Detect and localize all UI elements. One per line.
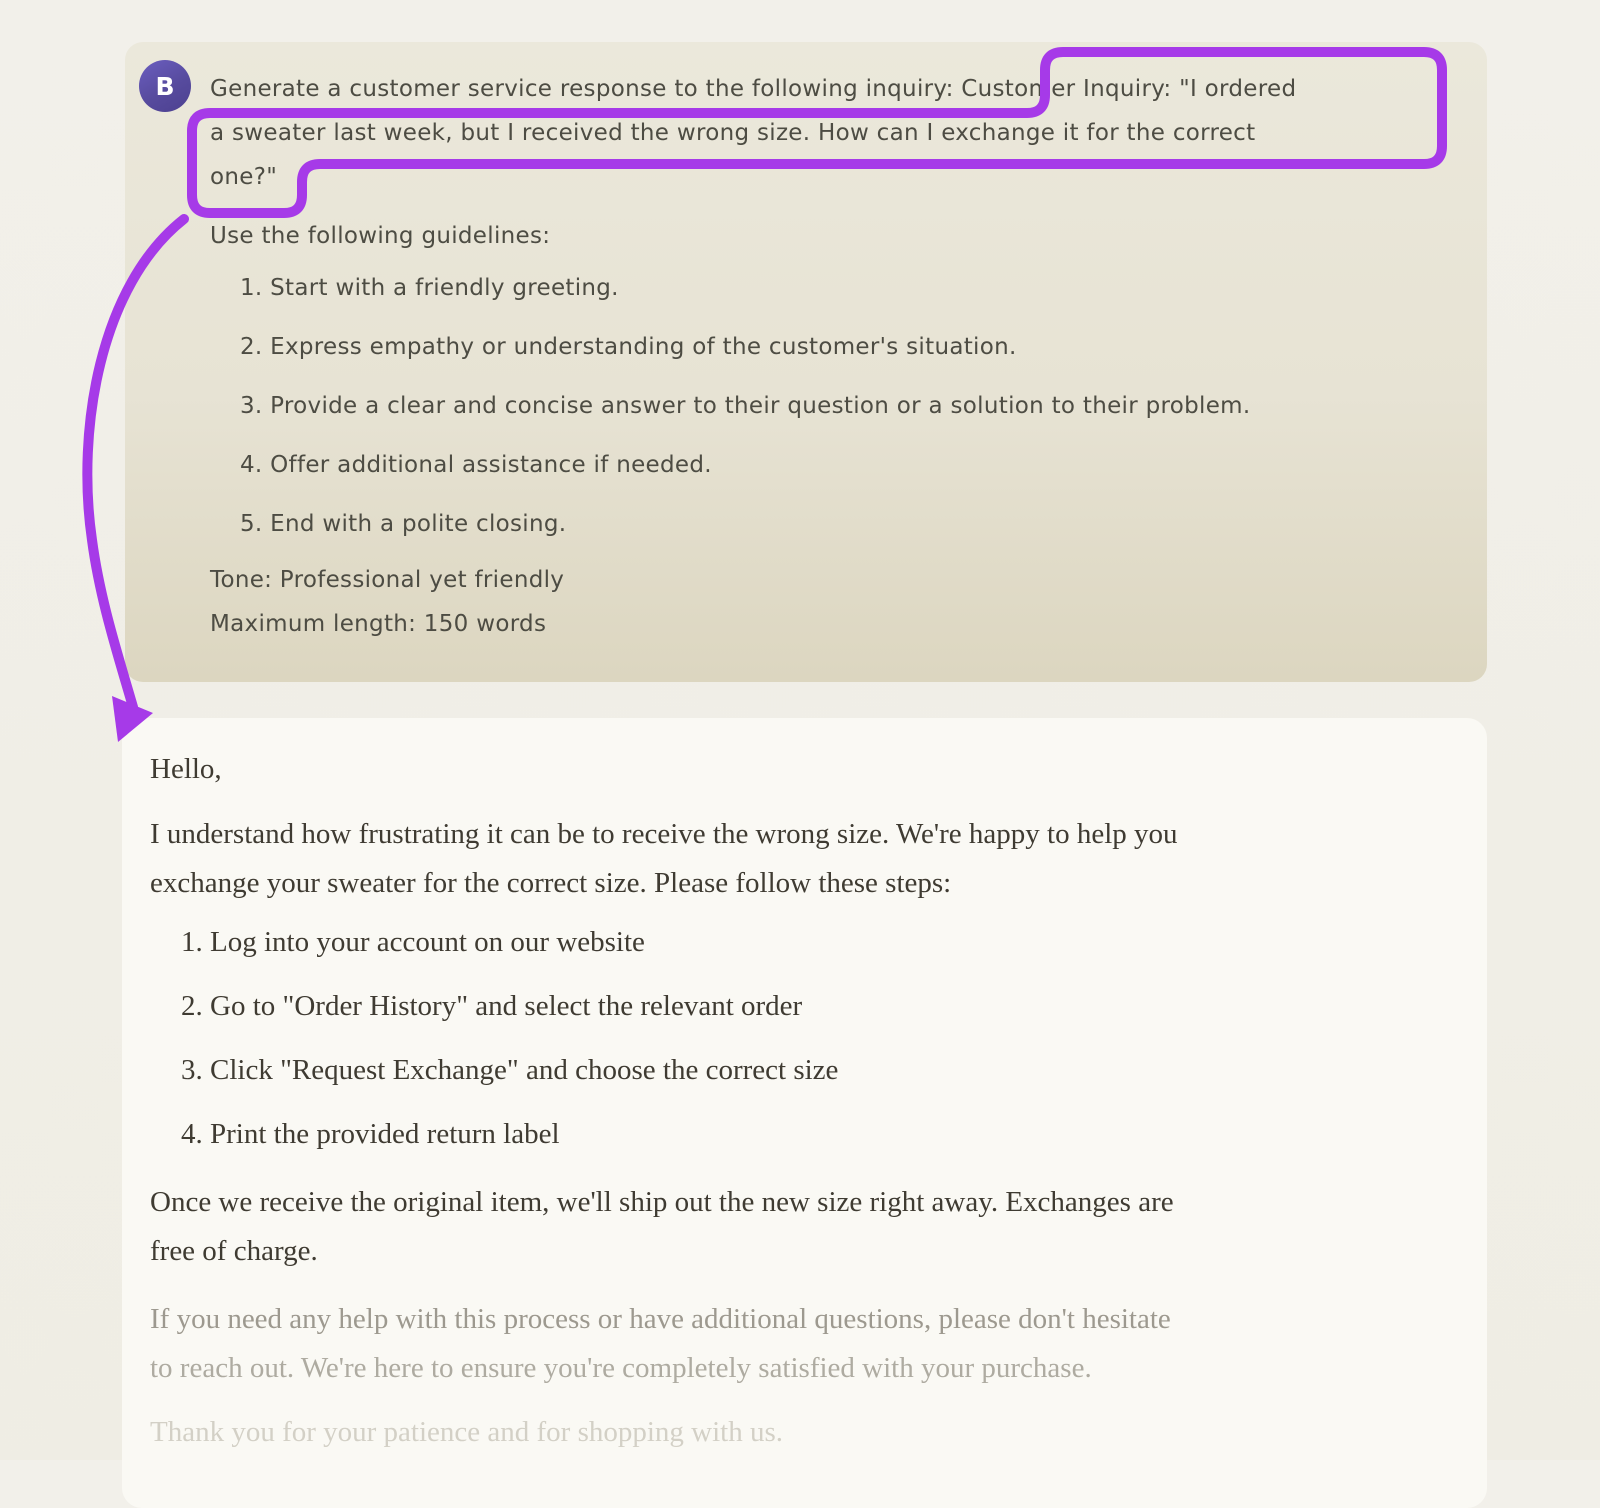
max-length-spec: Maximum length: 150 words bbox=[210, 611, 547, 637]
response-line: I understand how frustrating it can be to receive the wrong size. We're happy to help you bbox=[150, 818, 1178, 850]
response-step: 2. Go to "Order History" and select the relevant order bbox=[181, 990, 803, 1022]
prompt-line: a sweater last week, but I received the wrong size. How can I exchange it for the correct bbox=[210, 120, 1256, 146]
response-line: free of charge. bbox=[150, 1235, 318, 1267]
prompt-message-card bbox=[125, 42, 1487, 682]
guideline-item: 1. Start with a friendly greeting. bbox=[240, 275, 619, 301]
user-avatar bbox=[139, 60, 191, 112]
response-step: 1. Log into your account on our website bbox=[181, 926, 645, 958]
guidelines-label: Use the following guidelines: bbox=[210, 223, 551, 249]
response-line: exchange your sweater for the correct size. Please follow these steps: bbox=[150, 867, 952, 899]
response-message-card bbox=[122, 718, 1487, 1508]
response-line-faint: Thank you for your patience and for shopping with us. bbox=[150, 1416, 784, 1448]
guideline-item: 2. Express empathy or understanding of the customer's situation. bbox=[240, 334, 1017, 360]
response-paragraph bbox=[150, 1178, 1430, 1276]
guideline-item: 5. End with a polite closing. bbox=[240, 511, 567, 537]
response-paragraph bbox=[150, 810, 1430, 908]
user-avatar-label: B bbox=[155, 71, 175, 101]
response-greeting: Hello, bbox=[150, 753, 222, 785]
response-paragraph-faded bbox=[150, 1295, 1430, 1393]
tone-spec: Tone: Professional yet friendly bbox=[210, 567, 565, 593]
response-step: 4. Print the provided return label bbox=[181, 1118, 560, 1150]
response-text bbox=[150, 745, 1430, 1457]
response-line: to reach out. We're here to ensure you're completely satisfied with your purchase. bbox=[150, 1352, 1092, 1384]
prompt-text bbox=[210, 67, 1440, 646]
guideline-item: 3. Provide a clear and concise answer to their question or a solution to their problem. bbox=[240, 393, 1251, 419]
prompt-line: one?" bbox=[210, 164, 278, 190]
response-line: Once we receive the original item, we'll ship out the new size right away. Exchanges are bbox=[150, 1186, 1174, 1218]
guideline-item: 4. Offer additional assistance if needed. bbox=[240, 452, 712, 478]
prompt-line: Generate a customer service response to the following inquiry: Customer Inquiry: "I ordered bbox=[210, 76, 1297, 102]
response-line: If you need any help with this process or have additional questions, please don't hesitate bbox=[150, 1303, 1171, 1335]
response-step: 3. Click "Request Exchange" and choose the correct size bbox=[181, 1054, 839, 1086]
